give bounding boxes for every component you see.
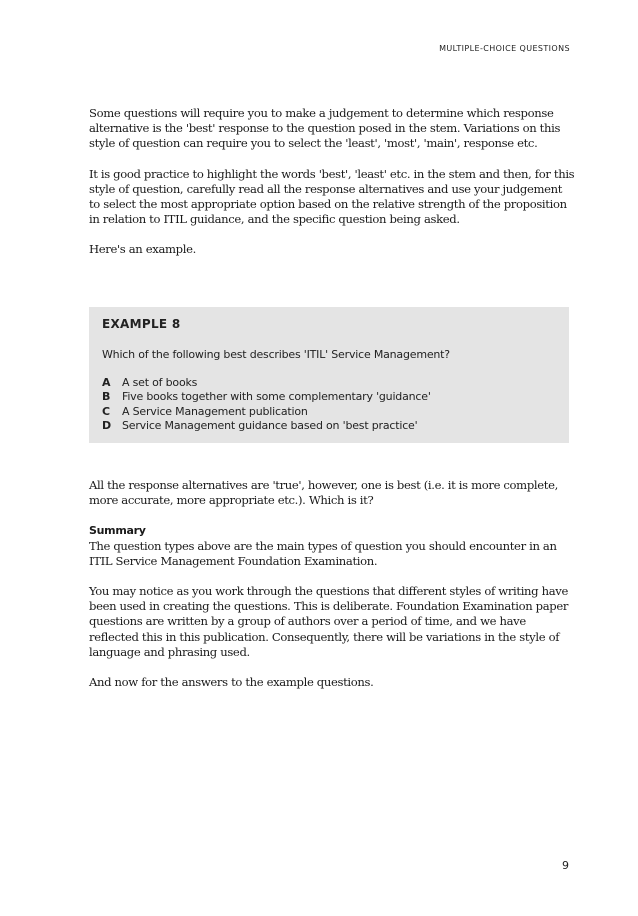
option-b <box>102 390 431 404</box>
after-paragraph: And now for the answers to the example questions. <box>89 675 374 690</box>
example-question: Which of the following best describes 'ITIL' Service Management? <box>102 348 450 361</box>
option-letter: C <box>102 404 110 418</box>
option-letter: A <box>102 376 111 389</box>
intro-section <box>89 106 575 273</box>
page-number: 9 <box>562 859 569 872</box>
option-text: Five books together with some complementary 'guidance' <box>122 390 431 404</box>
intro-paragraph: Here's an example. <box>89 242 196 257</box>
option-c <box>102 405 431 419</box>
after-paragraph: You may notice as you work through the questions that different styles of writing have been used in creating the questions. This is deliberate. Foundation Examination paper questions are written by a group of authors over a period of time, and we have reflected this in this publication. Consequently, there will be variations in the style of language and phrasing used. <box>89 584 569 659</box>
summary-block <box>89 523 575 569</box>
after-section <box>89 478 575 705</box>
option-letter: D <box>102 419 111 433</box>
option-a <box>102 376 431 390</box>
example-box <box>89 307 569 443</box>
option-text: Service Management guidance based on 'best practice' <box>122 419 418 433</box>
summary-text: The question types above are the main types of question you should encounter in an ITIL Service Management Foundation Examination. <box>89 538 557 568</box>
example-options <box>102 376 431 434</box>
intro-paragraph: It is good practice to highlight the words 'best', 'least' etc. in the stem and then, for this style of question, carefully read all the response alternatives and use your judgement to select the most appropriate option based on the relative strength of the proposition in relation to ITIL guidance, and the specific question being asked. <box>89 166 575 227</box>
option-d <box>102 419 431 433</box>
summary-heading: Summary <box>89 524 146 538</box>
after-paragraph: All the response alternatives are 'true', however, one is best (i.e. it is more complete, more accurate, more appropriate etc.). Which is it? <box>89 478 558 508</box>
intro-paragraph: Some questions will require you to make a judgement to determine which response alternative is the 'best' response to the question posed in the stem. Variations on this style of question can require you to select the 'least', 'most', 'main', response etc. <box>89 106 561 151</box>
running-header: MULTIPLE-CHOICE QUESTIONS <box>439 44 570 53</box>
option-text: A set of books <box>122 376 198 389</box>
option-letter: B <box>102 390 111 404</box>
option-text: A Service Management publication <box>122 404 308 418</box>
example-title: EXAMPLE 8 <box>102 317 181 331</box>
